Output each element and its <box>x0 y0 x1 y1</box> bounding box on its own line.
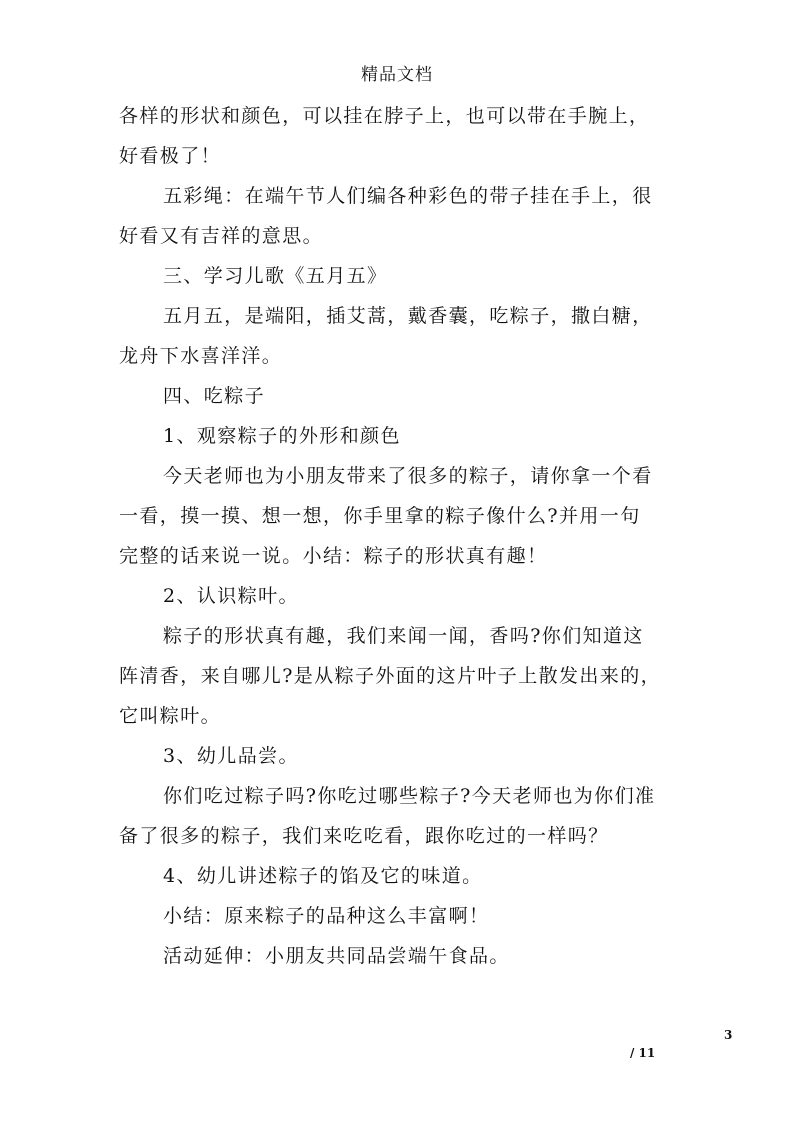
section-heading: 三、学习儿歌《五月五》 <box>163 265 388 287</box>
subsection-heading: 3、幼儿品尝。 <box>163 745 299 767</box>
text-line: 完整的话来说一说。小结：粽子的形状真有趣！ <box>119 545 548 567</box>
text-line: 五彩绳：在端午节人们编各种彩色的带子挂在手上，很 <box>163 185 653 207</box>
subsection-heading: 1、观察粽子的外形和颜色 <box>163 425 401 447</box>
subsection-heading: 4、幼儿讲述粽子的馅及它的味道。 <box>163 865 483 887</box>
text-line: 龙舟下水喜洋洋。 <box>119 345 283 367</box>
text-line: 阵清香，来自哪儿?是从粽子外面的这片叶子上散发出来的， <box>119 665 661 687</box>
text-line: 今天老师也为小朋友带来了很多的粽子，请你拿一个看 <box>163 465 653 487</box>
text-line: 好看极了！ <box>119 145 222 167</box>
text-line: 各样的形状和颜色，可以挂在脖子上，也可以带在手腕上， <box>119 105 650 127</box>
text-line: 备了很多的粽子，我们来吃吃看，跟你吃过的一样吗？ <box>119 825 609 847</box>
text-line: 一看，摸一摸、想一想，你手里拿的粽子像什么?并用一句 <box>119 505 641 527</box>
section-heading: 四、吃粽子 <box>163 385 266 407</box>
text-line: 好看又有吉祥的意思。 <box>119 225 324 247</box>
text-line: 五月五，是端阳，插艾蒿，戴香囊，吃粽子，撒白糖， <box>163 305 653 327</box>
document-body <box>119 96 679 976</box>
page-header-title: 精品文档 <box>361 65 433 85</box>
text-line: 小结：原来粽子的品种这么丰富啊！ <box>163 905 490 927</box>
text-line: 粽子的形状真有趣，我们来闻一闻，香吗?你们知道这 <box>163 625 644 647</box>
text-line: 它叫粽叶。 <box>119 705 222 727</box>
page-number: 3 <box>724 1028 733 1042</box>
text-line: 你们吃过粽子吗?你吃过哪些粽子?今天老师也为你们准 <box>163 785 656 807</box>
page-total: / 11 <box>630 1046 656 1060</box>
subsection-heading: 2、认识粽叶。 <box>163 585 299 607</box>
text-line: 活动延伸：小朋友共同品尝端午食品。 <box>163 945 510 967</box>
